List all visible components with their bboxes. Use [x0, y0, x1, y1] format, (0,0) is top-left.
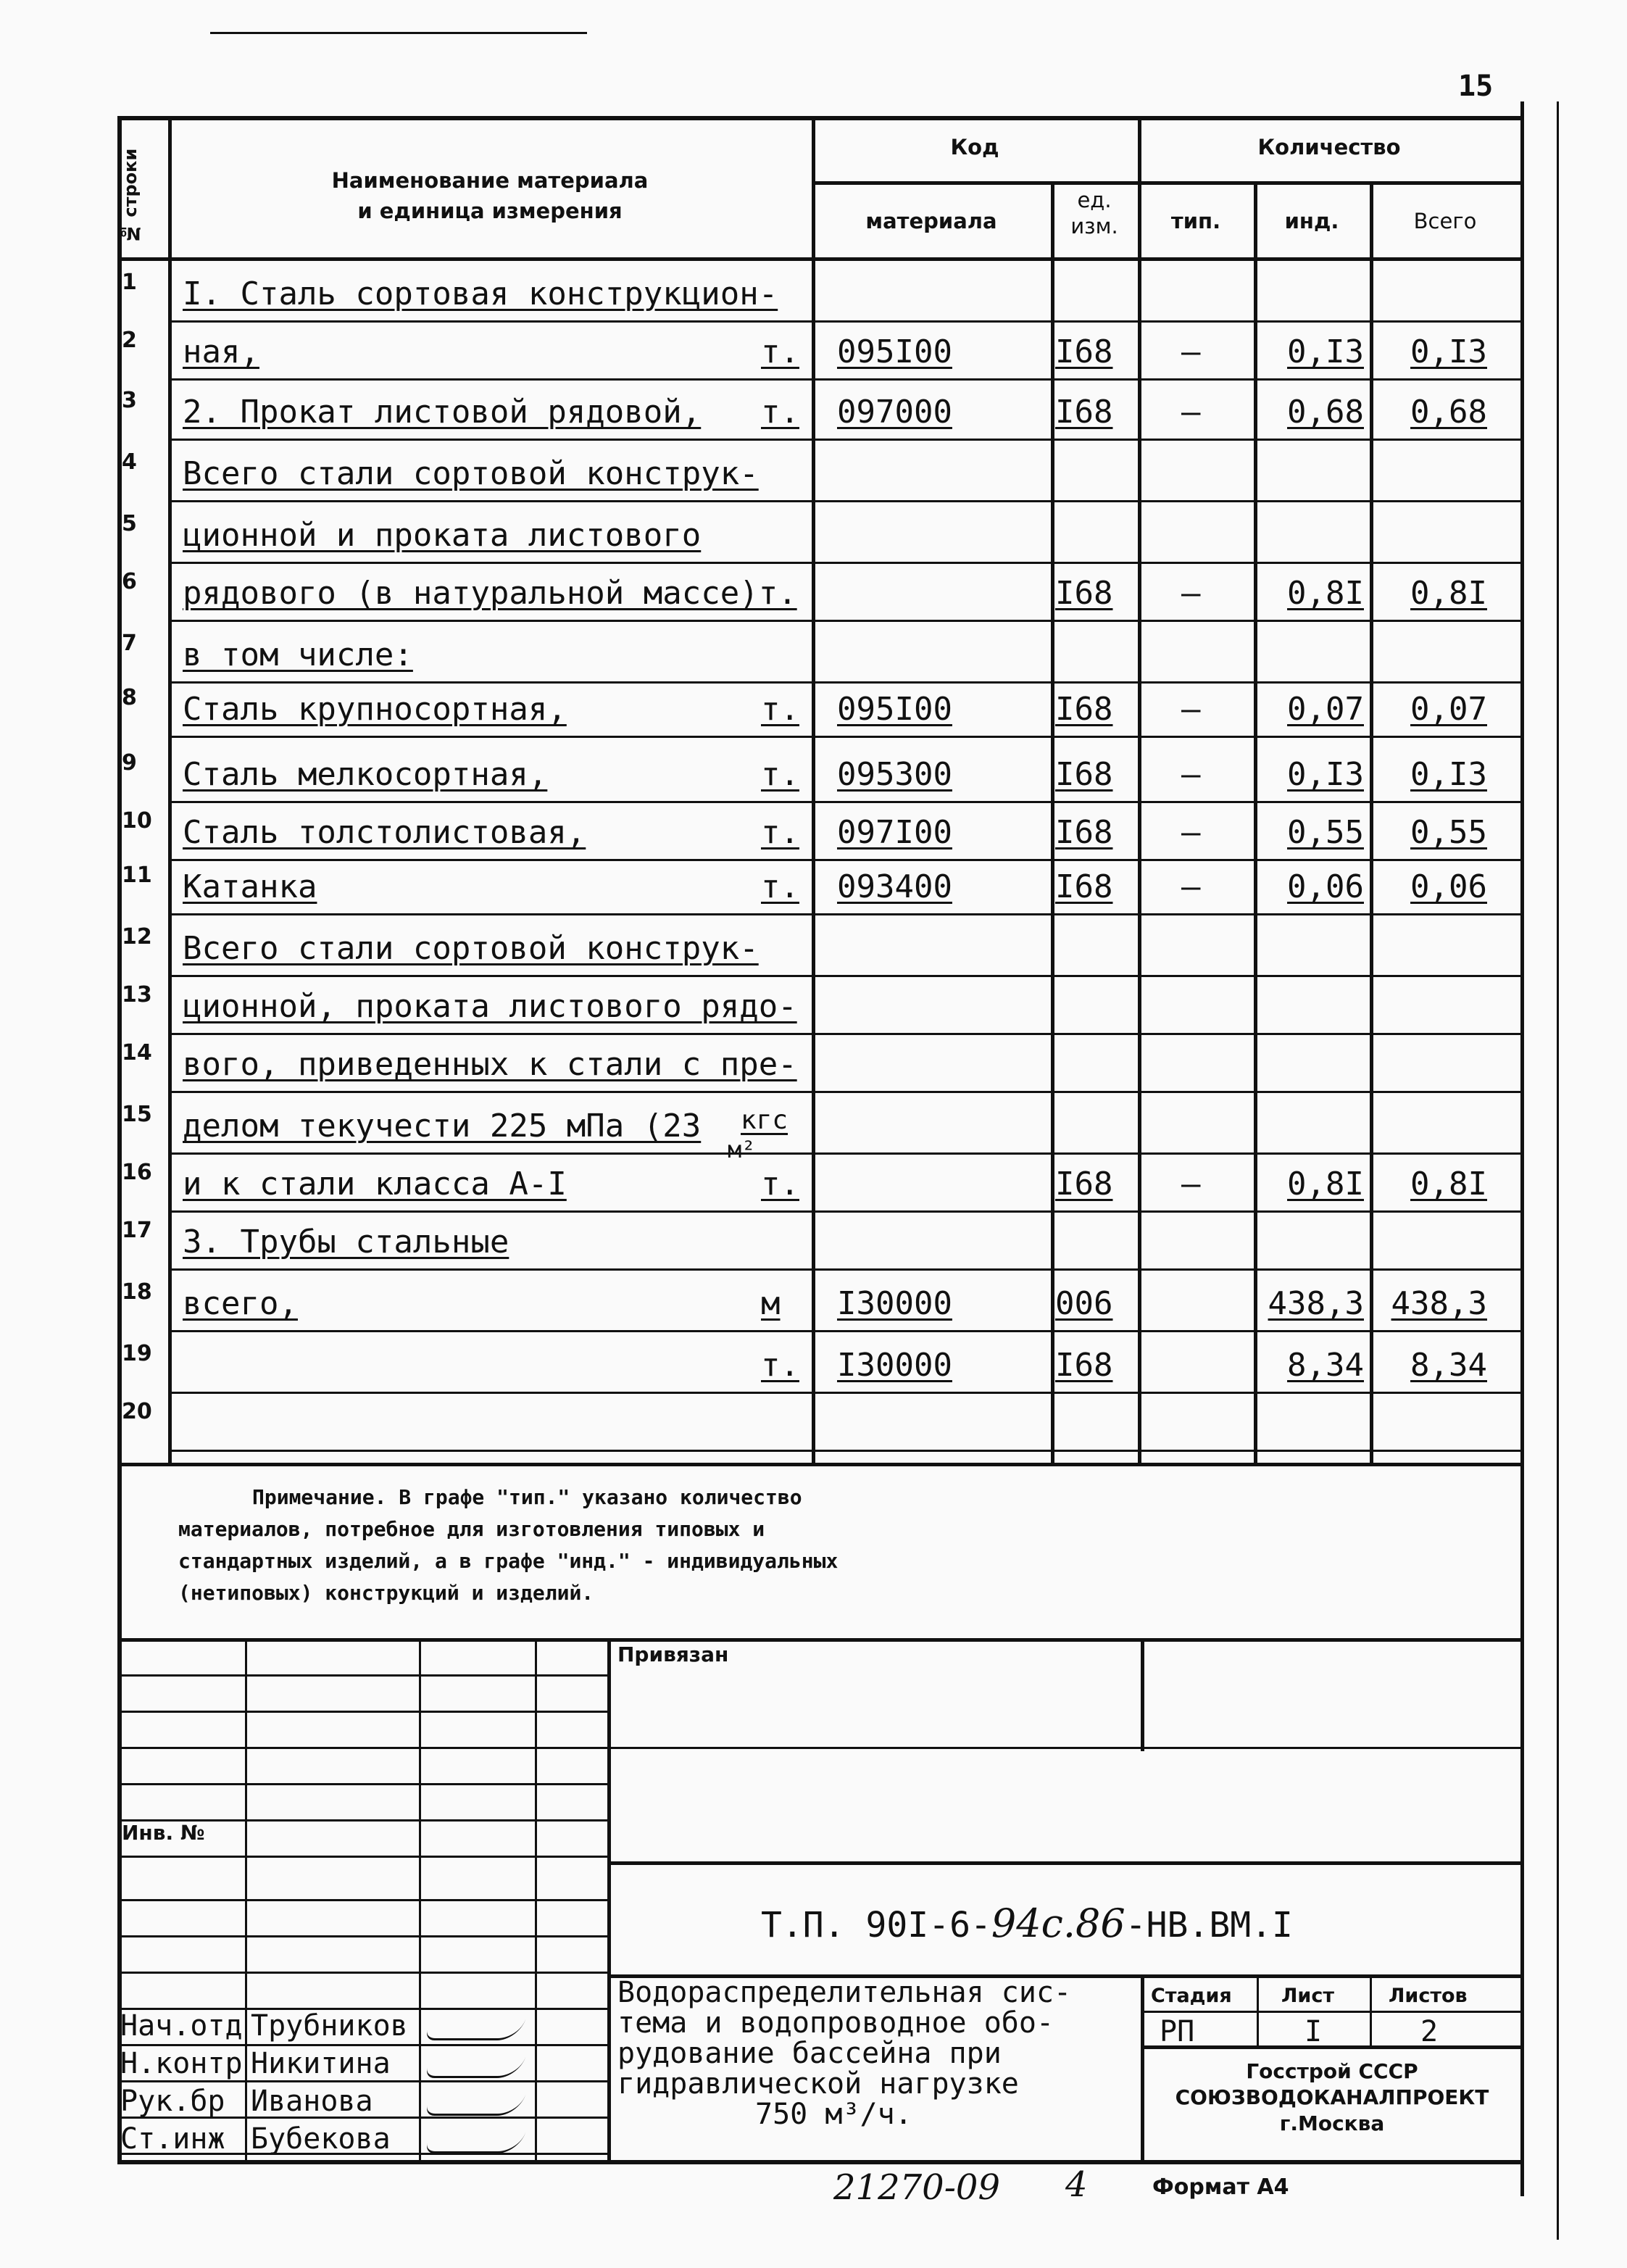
row-divider	[168, 320, 1520, 323]
row-divider	[168, 1450, 1520, 1452]
col-divider-unit	[1138, 116, 1141, 1464]
cell-name: и к стали класса А-I	[183, 1166, 567, 1202]
footer-handwritten-num: 4	[1065, 2164, 1088, 2205]
row-divider	[168, 1152, 1520, 1155]
note-line-2: материалов, потребное для изготовления типовых и	[178, 1517, 765, 1541]
cell-ind: 438,3	[1268, 1285, 1364, 1322]
doc-number-prefix: Т.П. 90I-6-	[761, 1905, 991, 1945]
cell-ed: I68	[1055, 575, 1113, 612]
right-border	[1520, 101, 1524, 2196]
cell-name: I. Сталь сортовая конструкцион-	[183, 275, 778, 312]
cell-n: 16	[122, 1160, 152, 1185]
row-divider	[168, 913, 1520, 915]
row15-unit-bottom: м²	[728, 1136, 756, 1163]
signer-name: Трубников	[251, 2009, 408, 2043]
footer-handwritten: 21270-09	[833, 2167, 1000, 2208]
cell-n: 19	[122, 1341, 152, 1366]
cell-typ: –	[1181, 814, 1201, 851]
doc-number	[761, 1901, 1293, 1946]
note-line-3: стандартных изделий, а в графе "инд." - индивидуальных	[178, 1549, 839, 1573]
cell-n: 10	[122, 808, 152, 834]
cell-name: ционной и проката листового	[183, 517, 702, 554]
stage-value: РП	[1160, 2015, 1195, 2048]
cell-n: 18	[122, 1279, 152, 1305]
title-line-1: Водораспределительная сис-	[617, 1976, 1072, 2009]
header-bottom-line	[117, 257, 1520, 261]
cell-name: Сталь толстолистовая,	[183, 814, 586, 851]
col-divider-ind	[1370, 181, 1373, 1464]
top-rule	[210, 32, 587, 34]
signer-name: Иванова	[251, 2085, 373, 2118]
stamp-line-docnum-top	[607, 1861, 1520, 1865]
row-divider	[168, 736, 1520, 738]
stamp-left-line	[117, 1674, 607, 1677]
cell-total: 0,I3	[1410, 333, 1487, 370]
sheet-value: I	[1304, 2015, 1323, 2048]
header-code-unit: ед. изм.	[1070, 188, 1118, 238]
table-bottom-line	[117, 1463, 1520, 1466]
cell-name: 3. Трубы стальные	[183, 1224, 509, 1260]
org-line-2: СОЮЗВОДОКАНАЛПРОЕКТ	[1175, 2085, 1489, 2109]
cell-n: 12	[122, 924, 152, 950]
cell-n: 7	[122, 631, 137, 656]
stamp-left-line	[117, 1711, 607, 1713]
sheet-label: Лист	[1281, 1985, 1334, 2007]
cell-typ: –	[1181, 1166, 1201, 1202]
stamp-left-line	[117, 2044, 607, 2046]
cell-name: 2. Прокат листовой рядовой,	[183, 394, 702, 431]
cell-unit: т.	[761, 756, 799, 793]
col-divider-rownum	[168, 116, 172, 1464]
cell-name: Всего стали сортовой конструк-	[183, 930, 759, 967]
cell-ed: I68	[1055, 691, 1113, 728]
cell-name: Сталь мелкосортная,	[183, 756, 548, 793]
cell-typ: –	[1181, 756, 1201, 793]
col-divider-code	[1051, 181, 1054, 1464]
cell-n: 9	[122, 750, 137, 776]
row15-unit-top-text: кгс	[741, 1105, 788, 1135]
cell-name: Всего стали сортовой конструк-	[183, 455, 759, 492]
organization	[1144, 2059, 1520, 2137]
cell-n: 17	[122, 1218, 152, 1243]
stamp-left-line	[117, 1899, 607, 1901]
cell-n: 3	[122, 388, 137, 413]
cell-ind: 0,07	[1287, 691, 1364, 728]
row-divider	[168, 620, 1520, 622]
row-divider	[168, 1033, 1520, 1035]
cell-typ: –	[1181, 575, 1201, 612]
row-divider	[168, 439, 1520, 441]
cell-ind: 0,55	[1287, 814, 1364, 851]
signer-role: Нач.отд	[120, 2009, 243, 2043]
row-divider	[168, 1330, 1520, 1332]
header-code-material: материала	[865, 209, 997, 233]
cell-code: 095I00	[837, 333, 952, 370]
cell-ind: 0,68	[1287, 394, 1364, 431]
col-divider-typ	[1254, 181, 1257, 1464]
document-title	[617, 1977, 1071, 2130]
stamp-left-line	[117, 1972, 607, 1974]
stage-label: Стадия	[1151, 1985, 1232, 2007]
cell-n: 8	[122, 685, 137, 710]
cell-total: 8,34	[1410, 1347, 1487, 1384]
doc-number-suffix: -НВ.ВМ.I	[1125, 1905, 1293, 1945]
signer-name: Никитина	[251, 2047, 391, 2080]
header-qty: Количество	[1257, 135, 1401, 159]
row-divider	[168, 1392, 1520, 1394]
cell-ed: I68	[1055, 1347, 1113, 1384]
cell-total: 0,07	[1410, 691, 1487, 728]
cell-ed: I68	[1055, 394, 1113, 431]
stamp-left-line	[117, 2080, 607, 2082]
header-qty-typ: тип.	[1170, 209, 1221, 233]
stamp-left-line	[117, 1856, 607, 1858]
title-line-2: тема и водопроводное обо-	[617, 2006, 1054, 2040]
stamp-left-col-3	[535, 1638, 537, 2164]
cell-unit: т.	[761, 394, 799, 431]
cell-total: 0,I3	[1410, 756, 1487, 793]
stamp-left-line	[117, 1783, 607, 1785]
cell-typ: –	[1181, 868, 1201, 905]
row-divider	[168, 1210, 1520, 1213]
format-label: Формат А4	[1152, 2174, 1289, 2200]
cell-unit: т.	[761, 868, 799, 905]
stage-bottom-line	[1141, 2045, 1520, 2049]
cell-ed: 006	[1055, 1285, 1113, 1322]
cell-code: I30000	[837, 1347, 952, 1384]
cell-n: 13	[122, 982, 152, 1008]
cell-typ: –	[1181, 394, 1201, 431]
cell-name: в том числе:	[183, 636, 413, 673]
cell-unit: м	[761, 1285, 781, 1322]
row-divider	[168, 681, 1520, 684]
cell-n: 4	[122, 449, 137, 475]
stamp-left-line	[117, 1935, 607, 1937]
signer-name: Бубекова	[251, 2122, 391, 2156]
row-divider	[168, 801, 1520, 803]
cell-name: Сталь крупносортная,	[183, 691, 567, 728]
stamp-line-privyazan-bottom	[607, 1747, 1520, 1749]
cell-unit: т.	[761, 333, 799, 370]
cell-unit: т.	[761, 814, 799, 851]
cell-typ: –	[1181, 333, 1201, 370]
title-line-4: гидравлической нагрузке	[617, 2067, 1019, 2101]
corner-mark: 15	[1458, 70, 1494, 103]
sheets-value: 2	[1420, 2015, 1439, 2048]
stamp-vert-privyazan	[1141, 1638, 1144, 1751]
col-divider-name	[812, 116, 815, 1464]
cell-ed: I68	[1055, 868, 1113, 905]
cell-total: 0,8I	[1410, 1166, 1487, 1202]
stamp-privyazan: Привязан	[617, 1642, 729, 1666]
cell-n: 14	[122, 1040, 152, 1066]
stamp-inv: Инв. №	[122, 1821, 205, 1845]
title-line-5: 750 м³/ч.	[755, 2098, 912, 2131]
stamp-vert-main	[607, 1638, 611, 2164]
cell-name: делом текучести 225 мПа (23	[183, 1108, 702, 1145]
header-sub-line	[812, 181, 1520, 185]
signer-role: Рук.бр	[120, 2085, 225, 2118]
cell-ind: 0,8I	[1287, 1166, 1364, 1202]
cell-total: 0,06	[1410, 868, 1487, 905]
note-line-1: Примечание. В графе "тип." указано количество	[252, 1485, 802, 1509]
cell-typ: –	[1181, 691, 1201, 728]
cell-total: 0,55	[1410, 814, 1487, 851]
cell-ed: I68	[1055, 333, 1113, 370]
stamp-left-line	[117, 1747, 607, 1749]
row-divider	[168, 562, 1520, 564]
cell-ind: 0,8I	[1287, 575, 1364, 612]
cell-n: 1	[122, 270, 137, 295]
cell-total: 0,68	[1410, 394, 1487, 431]
cell-ind: 8,34	[1287, 1347, 1364, 1384]
cell-n: 11	[122, 863, 152, 888]
row-divider	[168, 859, 1520, 861]
cell-total: 0,8I	[1410, 575, 1487, 612]
stamp-left-col-1	[245, 1638, 247, 2164]
header-name: Наименование материала и единица измерения	[331, 168, 649, 223]
cell-unit: т.	[761, 691, 799, 728]
cell-code: 097000	[837, 394, 952, 431]
row-divider	[168, 975, 1520, 977]
cell-ed: I68	[1055, 756, 1113, 793]
stage-mid-line	[1141, 2011, 1520, 2013]
cell-name: Катанка	[183, 868, 317, 905]
cell-code: 093400	[837, 868, 952, 905]
cell-code: 095I00	[837, 691, 952, 728]
cell-name: ционной, проката листового рядо-	[183, 988, 797, 1025]
cell-name: рядового (в натуральной массе)т.	[183, 575, 797, 612]
row-divider	[168, 378, 1520, 381]
cell-n: 6	[122, 569, 137, 594]
row-divider	[168, 500, 1520, 502]
right-outer-border	[1557, 101, 1559, 2240]
header-code: Код	[950, 135, 999, 159]
cell-unit: т.	[761, 1166, 799, 1202]
sheets-label: Листов	[1389, 1985, 1468, 2007]
header-qty-total: Всего	[1413, 209, 1477, 233]
signer-role: Н.контр	[120, 2047, 243, 2080]
cell-ed: I68	[1055, 1166, 1113, 1202]
cell-code: 095300	[837, 756, 952, 793]
cell-n: 20	[122, 1399, 152, 1424]
header-qty-ind: инд.	[1284, 209, 1339, 233]
note-line-4: (нетиповых) конструкций и изделий.	[178, 1581, 594, 1605]
header-rownum: № строки	[120, 148, 141, 244]
cell-n: 15	[122, 1102, 152, 1127]
cell-ind: 0,I3	[1287, 333, 1364, 370]
cell-name: ная,	[183, 333, 259, 370]
row-divider	[168, 1268, 1520, 1271]
cell-ind: 0,06	[1287, 868, 1364, 905]
org-line-3: г.Москва	[1279, 2111, 1385, 2135]
cell-name: вого, приведенных к стали с пре-	[183, 1046, 797, 1083]
stamp-top-line	[117, 1638, 1520, 1642]
signer-role: Ст.инж	[120, 2122, 225, 2156]
org-line-1: Госстрой СССР	[1246, 2059, 1418, 2083]
cell-code: 097I00	[837, 814, 952, 851]
row-divider	[168, 1091, 1520, 1093]
title-line-3: рудование бассейна при	[617, 2037, 1002, 2070]
cell-unit: т.	[761, 1347, 799, 1384]
cell-n: 5	[122, 511, 137, 536]
row15-unit-top	[741, 1105, 788, 1135]
cell-total: 438,3	[1391, 1285, 1487, 1322]
cell-n: 2	[122, 328, 137, 353]
cell-ed: I68	[1055, 814, 1113, 851]
cell-name: всего,	[183, 1285, 298, 1322]
doc-number-hand: 94с.86	[991, 1901, 1125, 1946]
stamp-left-col-2	[419, 1638, 421, 2164]
cell-ind: 0,I3	[1287, 756, 1364, 793]
cell-code: I30000	[837, 1285, 952, 1322]
